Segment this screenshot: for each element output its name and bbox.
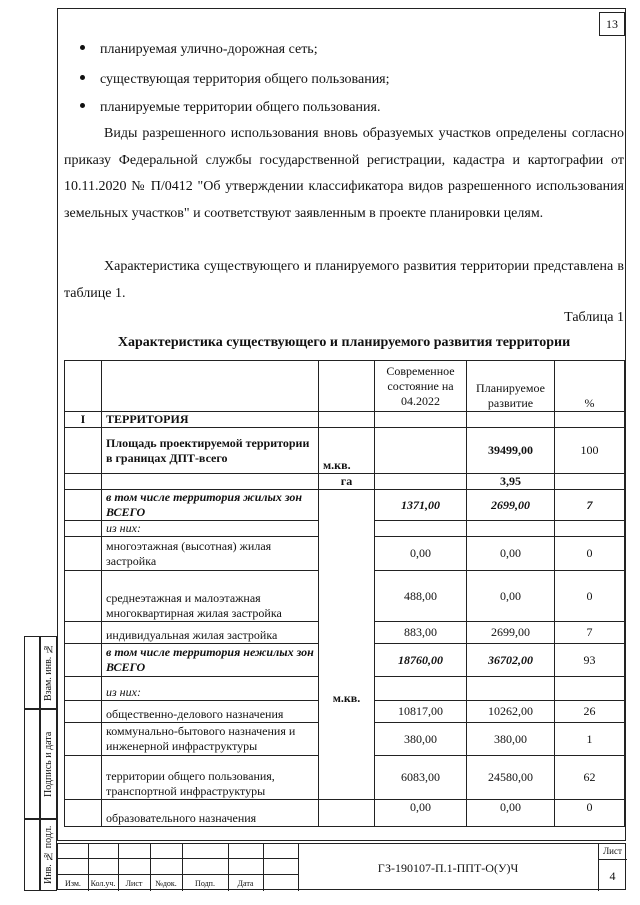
row-planned: 39499,00 <box>467 428 555 474</box>
section-number: I <box>65 412 102 428</box>
sheet-label: Лист <box>603 846 622 856</box>
row-label: многоэтажная (высотная) жилая застройка <box>102 537 319 571</box>
row-percent: 0 <box>555 571 625 622</box>
row-planned: 0,00 <box>467 800 555 827</box>
row-current: 883,00 <box>375 622 467 644</box>
page-number: 13 <box>599 12 625 36</box>
stamp-col-label: Дата <box>237 879 254 888</box>
table-row <box>65 474 625 490</box>
table-row <box>65 490 625 521</box>
stamp-col-label: Изм. <box>65 879 81 888</box>
row-current: 380,00 <box>375 723 467 756</box>
row-label: коммунально-бытового назначения и инженерной инфраструктуры <box>102 723 319 756</box>
header-current: Современное состояние на 04.2022 <box>375 361 467 412</box>
stamp-col-label: Подп. <box>195 879 215 888</box>
row-planned: 10262,00 <box>467 701 555 723</box>
of-which-label: из них: <box>102 521 319 537</box>
row-planned: 3,95 <box>467 474 555 490</box>
bullet-item: планируемая улично-дорожная сеть; <box>80 42 318 58</box>
paragraph-table-ref: Характеристика существующего и планируемого развития территории представлена в таблице 1. <box>64 259 624 301</box>
row-percent: 62 <box>555 756 625 800</box>
row-planned: 2699,00 <box>467 490 555 521</box>
row-unit: м.кв. <box>332 691 361 705</box>
stamp-col-label: Лист <box>125 879 143 888</box>
inv-original-label: Инв. № подл. <box>40 819 57 891</box>
row-percent: 0 <box>555 800 625 827</box>
row-percent: 0 <box>555 537 625 571</box>
header-percent: % <box>555 361 625 412</box>
section-name: ТЕРРИТОРИЯ <box>102 412 319 428</box>
row-label: в том числе территория жилых зон ВСЕГО <box>102 490 319 521</box>
row-percent: 7 <box>555 622 625 644</box>
row-planned: 24580,00 <box>467 756 555 800</box>
row-percent: 7 <box>555 490 625 521</box>
row-percent: 1 <box>555 723 625 756</box>
row-planned: 2699,00 <box>467 622 555 644</box>
row-percent: 26 <box>555 701 625 723</box>
bullet-item: существующая территория общего пользования; <box>80 72 390 88</box>
sheet-number: 4 <box>609 869 616 883</box>
table-header-row <box>65 361 625 412</box>
sidebar-cell <box>24 709 40 819</box>
table-caption: Таблица 1 <box>564 310 624 325</box>
row-current: 0,00 <box>375 800 467 827</box>
table-row <box>65 412 625 428</box>
stamp-col-label: Кол.уч. <box>90 879 116 888</box>
territory-table <box>64 360 625 827</box>
row-label: среднеэтажная и малоэтажная многоквартирная жилая застройка <box>102 571 319 622</box>
sidebar-cell <box>24 636 40 709</box>
document-code: ГЗ-190107-П.1-ППТ-О(У)Ч <box>377 861 519 875</box>
bullet-item: планируемые территории общего пользования. <box>80 100 380 116</box>
bullet-icon <box>80 103 85 108</box>
nonres-unit-cell <box>319 490 375 800</box>
row-unit: га <box>319 474 375 490</box>
table-row <box>65 800 625 827</box>
row-label: территории общего пользования, транспортной инфраструктуры <box>102 756 319 800</box>
signature-date-label: Подпись и дата <box>40 709 57 819</box>
row-current: 6083,00 <box>375 756 467 800</box>
row-planned: 36702,00 <box>467 644 555 677</box>
sidebar-cell <box>24 819 40 891</box>
row-current: 18760,00 <box>375 644 467 677</box>
inv-replace-label: Взам. инв. № <box>40 636 57 709</box>
row-label: Площадь проектируемой территории в границах ДПТ-всего <box>102 428 319 474</box>
row-planned: 380,00 <box>467 723 555 756</box>
bullet-icon <box>80 75 85 80</box>
row-unit: м.кв. <box>319 428 375 474</box>
row-label: образовательного назначения <box>102 800 319 827</box>
row-current: 488,00 <box>375 571 467 622</box>
row-current: 10817,00 <box>375 701 467 723</box>
row-planned: 0,00 <box>467 537 555 571</box>
row-percent: 100 <box>555 428 625 474</box>
bullet-icon <box>80 45 85 50</box>
header-planned: Планируемое развитие <box>467 361 555 412</box>
row-label: общественно-делового назначения <box>102 701 319 723</box>
row-planned: 0,00 <box>467 571 555 622</box>
title-stamp <box>57 843 626 890</box>
row-current: 1371,00 <box>375 490 467 521</box>
paragraph-classification: Виды разрешенного использования вновь образуемых участков определены согласно приказу Федеральной службы государственной регистрации, кадастра и картографии от 10.11.2020 № П/0412 "Об утверждении классификатора видов разрешенного использования земельных участков" и соответствуют заявленным в проекте планировки целям. <box>64 126 624 222</box>
row-current: 0,00 <box>375 537 467 571</box>
row-percent: 93 <box>555 644 625 677</box>
of-which-label: из них: <box>102 677 319 701</box>
table-title: Характеристика существующего и планируемого развития территории <box>117 335 571 350</box>
row-label: индивидуальная жилая застройка <box>102 622 319 644</box>
stamp-col-label: №док. <box>155 879 177 888</box>
row-label: в том числе территория нежилых зон ВСЕГО <box>102 644 319 677</box>
table-row <box>65 428 625 474</box>
